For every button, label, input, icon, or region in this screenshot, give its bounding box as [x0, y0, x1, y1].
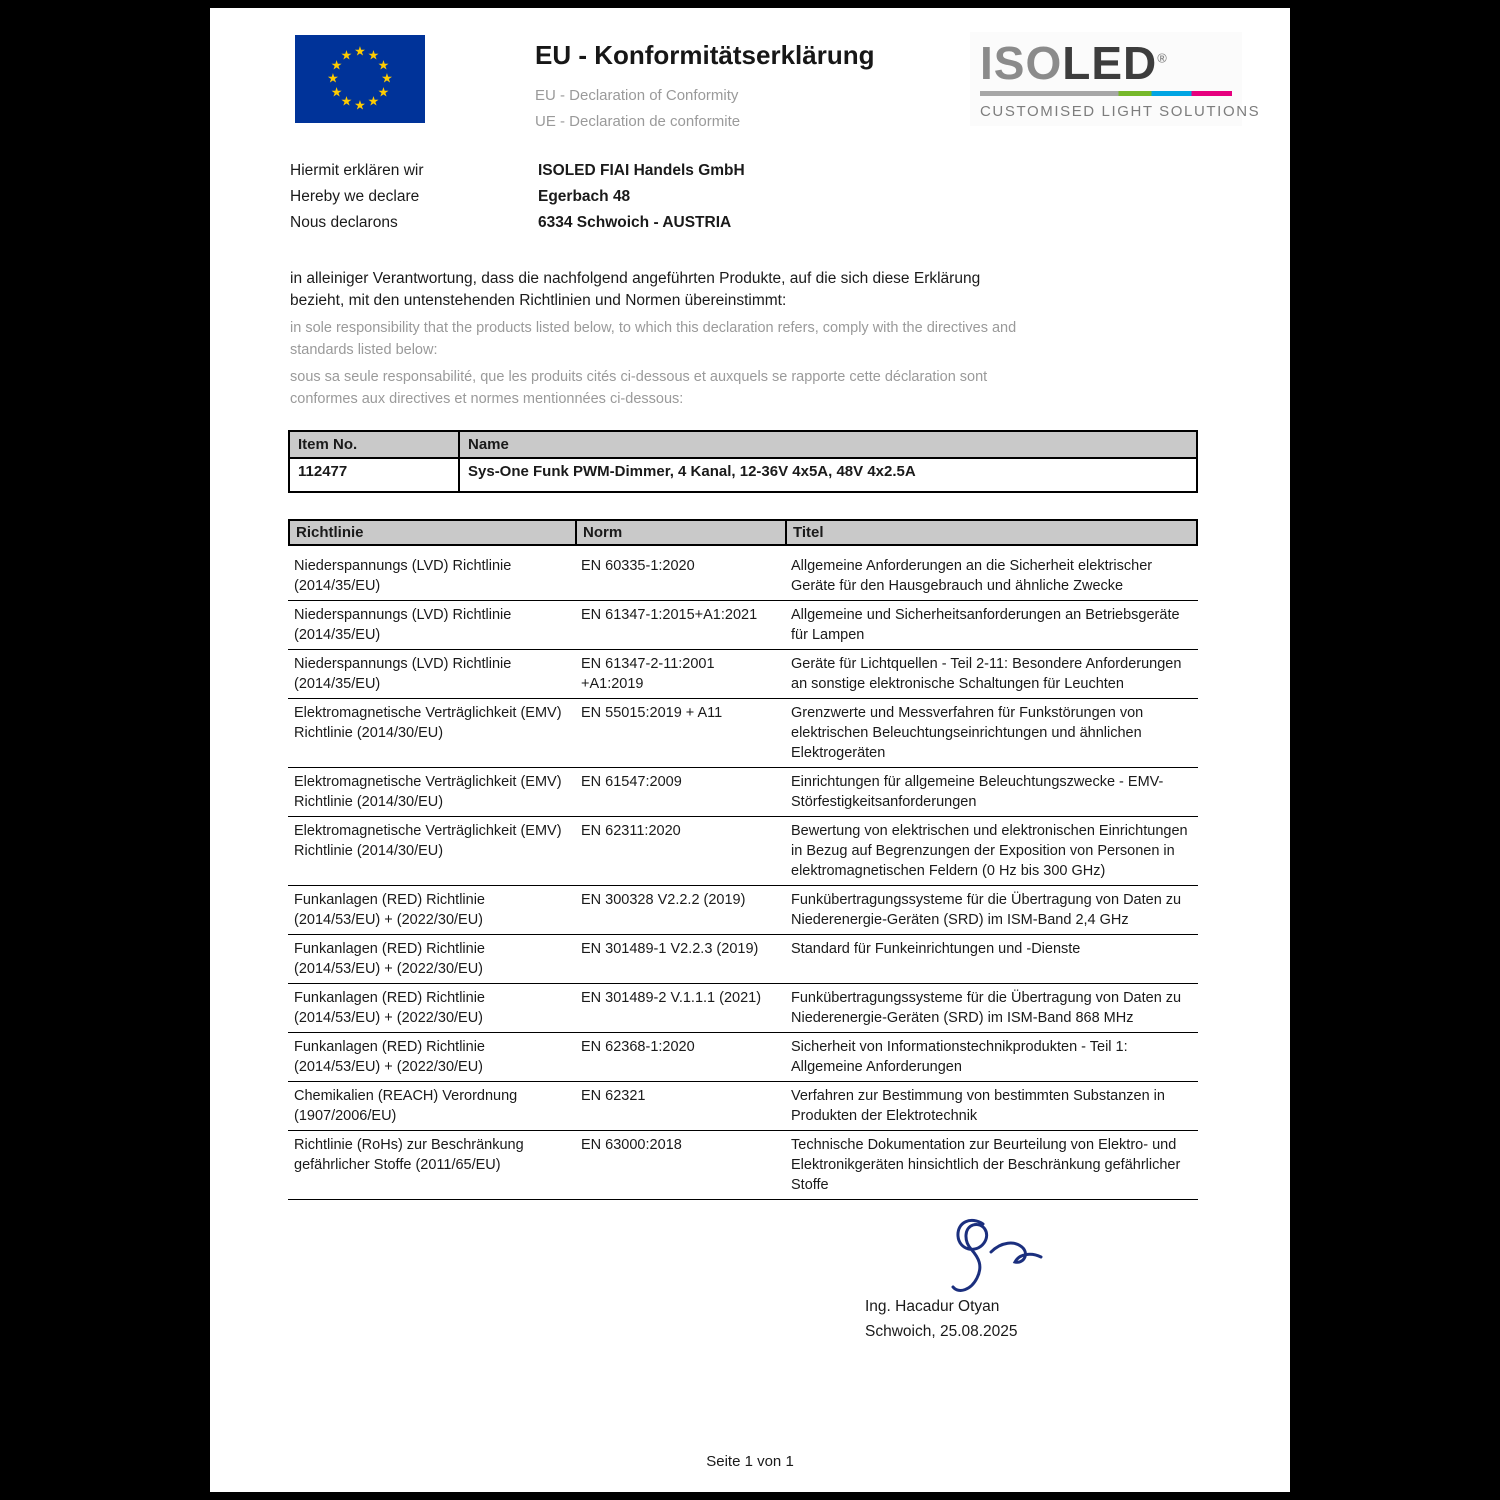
logo-color-strip [980, 91, 1232, 96]
eu-star: ★ [367, 93, 380, 109]
document-page [210, 8, 1290, 1492]
cell-richtlinie: Chemikalien (REACH) Verordnung (1907/2006/EU) [294, 1088, 518, 1124]
cell-richtlinie: Richtlinie (RoHs) zur Beschränkung gefährlicher Stoffe (2011/65/EU) [294, 1137, 524, 1173]
cell-titel: Sicherheit von Informationstechnikprodukten - Teil 1: Allgemeine Anforderungen [791, 1039, 1128, 1075]
cell-richtlinie: Funkanlagen (RED) Richtlinie (2014/53/EU) + (2022/30/EU) [294, 1039, 485, 1075]
eu-star: ★ [367, 47, 380, 63]
eu-star: ★ [330, 57, 343, 72]
eu-star: ★ [377, 57, 390, 72]
table-row [288, 650, 1198, 699]
cell-titel: Allgemeine Anforderungen an die Sicherheit elektrischer Geräte für den Hausgebrauch und ähnliche Zwecke [791, 558, 1153, 594]
cell-norm: EN 62311:2020 [581, 823, 681, 839]
table-row [288, 886, 1198, 935]
cell-titel: Funkübertragungssysteme für die Übertragung von Daten zu Niederenergie-Geräten (SRD) im ISM-Band 2,4 GHz [791, 892, 1182, 928]
isoled-logo-text [980, 37, 1232, 89]
eu-star: ★ [377, 84, 390, 99]
table-row [288, 984, 1198, 1033]
table-row [288, 1131, 1198, 1200]
eu-star: ★ [354, 43, 366, 59]
cell-norm: EN 61347-2-11:2001 +A1:2019 [581, 656, 715, 692]
registered-mark-icon: ® [1157, 50, 1168, 66]
cell-richtlinie: Funkanlagen (RED) Richtlinie (2014/53/EU) + (2022/30/EU) [294, 892, 485, 928]
company-city: 6334 Schwoich - AUSTRIA [538, 214, 732, 231]
item-table-header-row [289, 431, 1197, 458]
signature-block [865, 1214, 1185, 1341]
cell-richtlinie: Funkanlagen (RED) Richtlinie (2014/53/EU) + (2022/30/EU) [294, 941, 485, 977]
page-title: EU - Konformitätserklärung [535, 40, 875, 70]
cell-titel: Technische Dokumentation zur Beurteilung von Elektro- und Elektronikgeräten hinsichtlich der Beschränkung gefährlicher Stoffe [791, 1137, 1181, 1193]
cell-norm: EN 301489-2 V.1.1.1 (2021) [581, 990, 762, 1006]
page-number: Seite 1 von 1 [706, 1453, 794, 1470]
cell-richtlinie: Niederspannungs (LVD) Richtlinie (2014/35/EU) [294, 656, 512, 692]
eu-flag [295, 35, 425, 123]
cell-richtlinie: Niederspannungs (LVD) Richtlinie (2014/35/EU) [294, 558, 512, 594]
table-row [288, 601, 1198, 650]
subtitle-french: UE - Declaration de conformite [535, 113, 741, 130]
cell-item-name: Sys-One Funk PWM-Dimmer, 4 Kanal, 12-36V 4x5A, 48V 4x2.5A [459, 458, 1197, 492]
cell-norm: EN 300328 V2.2.2 (2019) [581, 892, 746, 908]
logo-led-part: LED [1062, 37, 1158, 89]
statement-french: sous sa seule responsabilité, que les produits cités ci-dessous et auxquels se rapporte cette déclaration sont conformes aux directives et normes mentionnées ci-dessous: [290, 369, 988, 407]
table-row [288, 1033, 1198, 1082]
column-header-norm: Norm [577, 521, 787, 544]
cell-richtlinie: Elektromagnetische Verträglichkeit (EMV) Richtlinie (2014/30/EU) [294, 823, 562, 859]
cell-titel: Bewertung von elektrischen und elektronischen Einrichtungen in Bezug auf Begrenzungen der Exposition von Personen in elektromagnetischen Feldern (0 Hz bis 300 GHz) [791, 823, 1188, 879]
eu-star: ★ [381, 70, 393, 86]
cell-norm: EN 55015:2019 + A11 [581, 705, 723, 721]
table-row [288, 699, 1198, 768]
declaration-intro [290, 158, 1290, 236]
directives-table [288, 519, 1198, 1200]
cell-norm: EN 301489-1 V2.2.3 (2019) [581, 941, 759, 957]
subtitle-english: EU - Declaration of Conformity [535, 87, 739, 104]
cell-titel: Geräte für Lichtquellen - Teil 2-11: Besondere Anforderungen an sonstige elektronische Schaltungen für Leuchten [791, 656, 1182, 692]
eu-star: ★ [330, 84, 343, 99]
cell-titel: Allgemeine und Sicherheitsanforderungen an Betriebsgeräte für Lampen [791, 607, 1180, 643]
cell-norm: EN 60335-1:2020 [581, 558, 695, 574]
title-block [535, 40, 875, 139]
cell-norm: EN 61547:2009 [581, 774, 682, 790]
cell-titel: Standard für Funkeinrichtungen und -Dienste [791, 941, 1081, 957]
cell-item-no: 112477 [289, 458, 459, 492]
isoled-logo [970, 32, 1261, 126]
eu-star: ★ [327, 70, 339, 86]
eu-star: ★ [340, 93, 353, 109]
signature-place-date: Schwoich, 25.08.2025 [865, 1323, 1018, 1340]
cell-titel: Einrichtungen für allgemeine Beleuchtungszwecke - EMV-Störfestigkeitsanforderungen [791, 774, 1164, 810]
table-row [288, 817, 1198, 886]
table-row [288, 1082, 1198, 1131]
eu-star: ★ [340, 47, 353, 63]
column-header-richtlinie: Richtlinie [290, 521, 577, 544]
handwritten-signature [913, 1214, 1063, 1296]
cell-norm: EN 62368-1:2020 [581, 1039, 695, 1055]
statement-german: in alleiniger Verantwortung, dass die nachfolgend angeführten Produkte, auf die sich diese Erklärung bezieht, mit den untenstehenden Richtlinien und Normen übereinstimmt: [290, 270, 981, 309]
cell-norm: EN 61347-1:2015+A1:2021 [581, 607, 758, 623]
statement-english: in sole responsibility that the products listed below, to which this declaration refers, comply with the directives and standards listed below: [290, 320, 1017, 358]
column-header-item-no: Item No. [289, 431, 459, 458]
declare-label-de: Hiermit erklären wir [290, 162, 424, 179]
cell-titel: Funkübertragungssysteme für die Übertragung von Daten zu Niederenergie-Geräten (SRD) im ISM-Band 868 MHz [791, 990, 1182, 1026]
cell-norm: EN 63000:2018 [581, 1137, 682, 1153]
signer-name: Ing. Hacadur Otyan [865, 1298, 1000, 1315]
eu-star: ★ [354, 97, 366, 113]
table-row [288, 768, 1198, 817]
cell-titel: Grenzwerte und Messverfahren für Funkstörungen von elektrischen Beleuchtungseinrichtungen und ähnlichen Elektrogeräten [791, 705, 1144, 761]
item-table [288, 430, 1198, 493]
column-header-titel: Titel [793, 524, 824, 541]
cell-titel: Verfahren zur Bestimmung von bestimmten Substanzen in Produkten der Elektrotechnik [791, 1088, 1165, 1124]
item-table-row [289, 458, 1197, 492]
column-header-name: Name [459, 431, 1197, 458]
directives-table-body [288, 552, 1198, 1200]
table-row [288, 552, 1198, 601]
declare-label-fr: Nous declarons [290, 214, 398, 231]
declare-label-en: Hereby we declare [290, 188, 420, 205]
responsibility-statement [290, 268, 1038, 410]
declaration-labels [290, 158, 538, 236]
company-name: ISOLED FIAI Handels GmbH [538, 162, 745, 179]
cell-richtlinie: Elektromagnetische Verträglichkeit (EMV) Richtlinie (2014/30/EU) [294, 705, 562, 741]
company-address [538, 158, 745, 236]
cell-richtlinie: Funkanlagen (RED) Richtlinie (2014/53/EU) + (2022/30/EU) [294, 990, 485, 1026]
company-street: Egerbach 48 [538, 188, 631, 205]
cell-norm: EN 62321 [581, 1088, 646, 1104]
cell-richtlinie: Elektromagnetische Verträglichkeit (EMV) Richtlinie (2014/30/EU) [294, 774, 562, 810]
logo-tagline: CUSTOMISED LIGHT SOLUTIONS [980, 103, 1261, 120]
directives-table-header [288, 519, 1198, 546]
logo-iso-part: ISO [980, 37, 1063, 89]
table-row [288, 935, 1198, 984]
cell-richtlinie: Niederspannungs (LVD) Richtlinie (2014/35/EU) [294, 607, 512, 643]
